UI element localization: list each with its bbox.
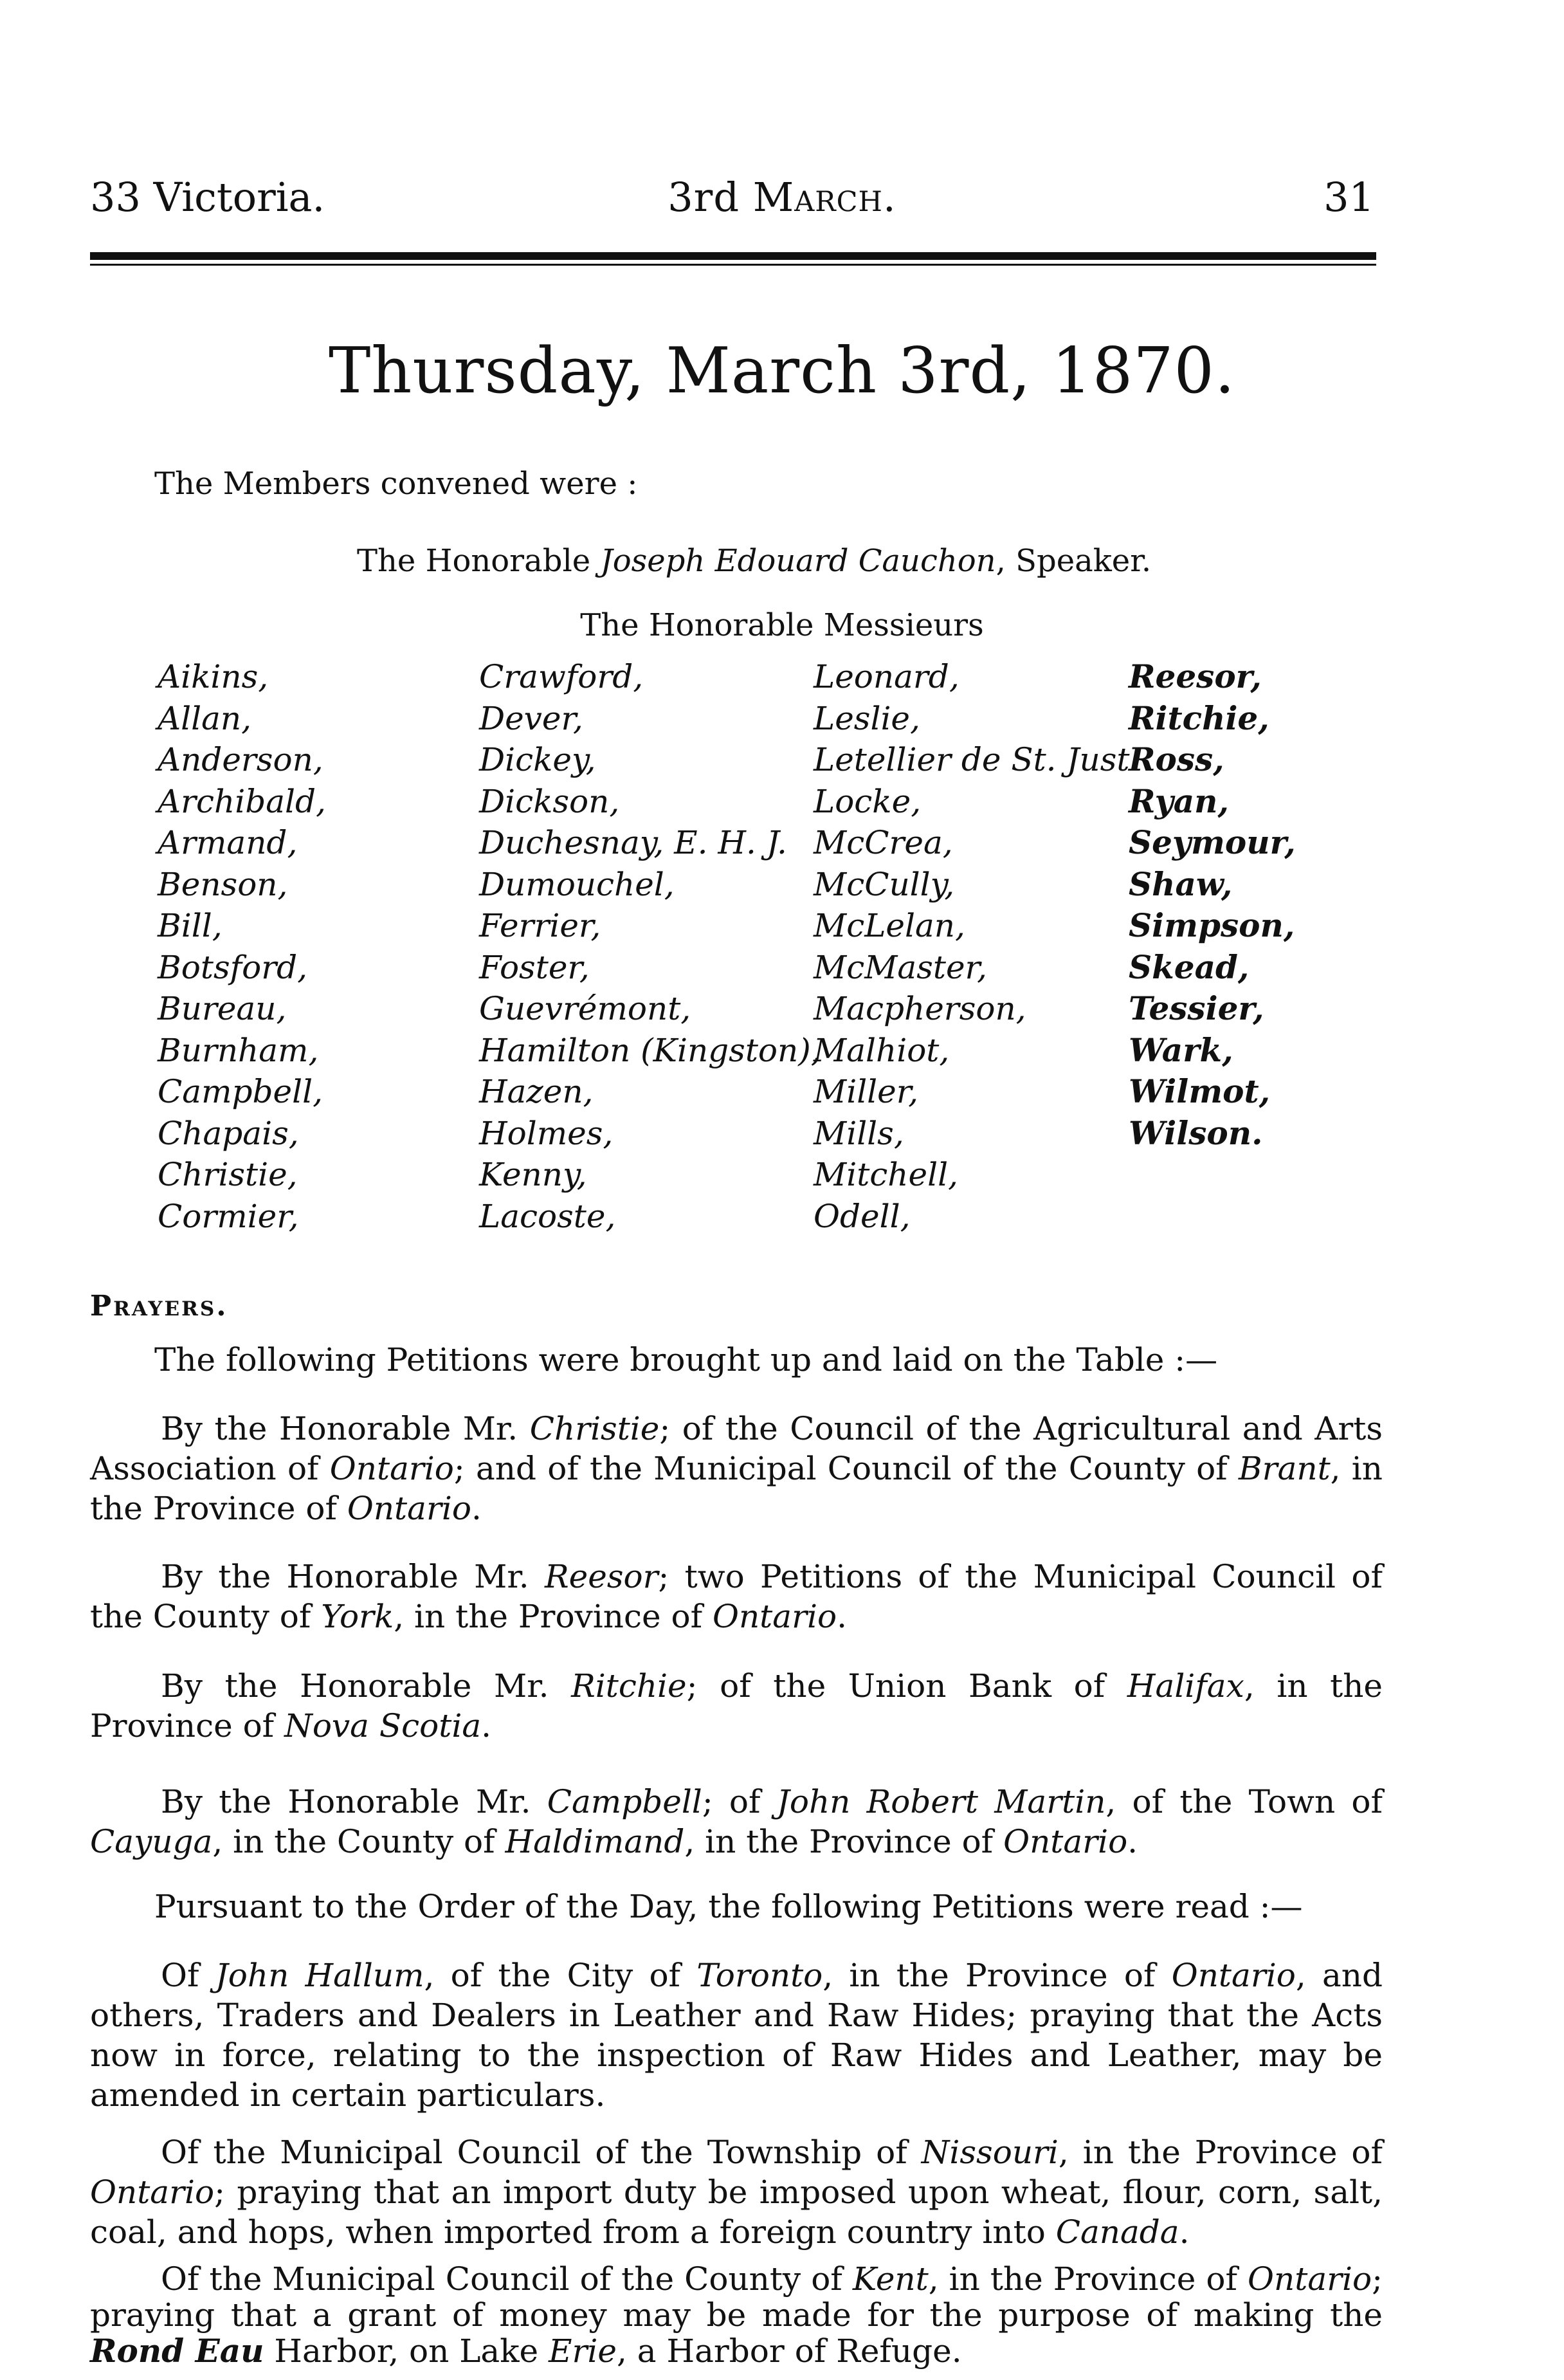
header-month: March.: [752, 174, 896, 221]
header-day: 3rd: [668, 174, 740, 221]
place-name: Cayuga: [90, 1823, 213, 1860]
speaker-prefix: The Honorable: [357, 543, 591, 579]
petition-text: ; of: [702, 1783, 777, 1820]
petition-text: , in the Province of: [90, 1450, 1383, 1527]
petition-text: , in the Province of: [90, 1667, 1383, 1744]
member-name: Seymour,: [1129, 823, 1296, 861]
members-intro: The Members convened were :: [154, 466, 638, 502]
member-name: McCully,: [814, 865, 955, 903]
member-name: Foster,: [479, 948, 590, 986]
petition-christie: [90, 1409, 1383, 1528]
member-name: Botsford,: [158, 948, 308, 986]
petition-text: , in the Province of: [394, 1598, 713, 1635]
petition-member: Ritchie: [571, 1667, 687, 1705]
member-name: Aikins,: [158, 658, 269, 695]
member-name: Dickey,: [479, 741, 596, 778]
petition-text: , of the Town of: [1105, 1783, 1383, 1820]
member-name: Ritchie,: [1129, 699, 1269, 737]
place-name: Rond Eau: [90, 2332, 264, 2370]
member-name: Holmes,: [479, 1114, 614, 1152]
members-column-3: [814, 656, 1129, 1237]
member-name: Miller,: [814, 1073, 919, 1110]
petition-text: By the Honorable Mr.: [161, 1783, 547, 1820]
member-name: Guevrémont,: [479, 990, 691, 1027]
order-of-day-intro: Pursuant to the Order of the Day, the following Petitions were read :—: [154, 1888, 1303, 1925]
member-name: Benson,: [158, 865, 288, 903]
members-column-2: [479, 656, 821, 1237]
petition-text: , in the Province of: [928, 2260, 1248, 2298]
place-name: York: [321, 1598, 394, 1635]
member-name: Macpherson,: [814, 990, 1026, 1027]
member-name: Ryan,: [1129, 782, 1229, 820]
member-name: McLelan,: [814, 907, 965, 944]
member-name: Malhiot,: [814, 1031, 950, 1069]
petition-reesor: [90, 1557, 1383, 1636]
place-name: Nissouri: [921, 2134, 1059, 2171]
member-name: Simpson,: [1129, 906, 1295, 944]
petition-ritchie: [90, 1666, 1383, 1746]
place-name: Haldimand: [505, 1823, 685, 1860]
member-name: Odell,: [814, 1197, 911, 1235]
member-name: Leonard,: [814, 658, 959, 695]
speaker-name: Joseph Edouard Cauchon: [600, 543, 996, 579]
members-column-1: [158, 656, 326, 1237]
member-name: Dumouchel,: [479, 865, 675, 903]
petition-text: By the Honorable Mr.: [161, 1667, 572, 1705]
member-name: Campbell,: [158, 1073, 323, 1110]
member-name: Wilmot,: [1129, 1072, 1271, 1110]
member-name: Wark,: [1129, 1030, 1233, 1069]
petition-hallum: [90, 1955, 1383, 2115]
member-name: Dever,: [479, 699, 583, 737]
members-column-4: [1129, 656, 1296, 1154]
petition-member: Campbell: [547, 1783, 702, 1820]
petition-text: ; and of the Municipal Council of the County of: [453, 1450, 1239, 1487]
petition-text: , a Harbor of Refuge.: [616, 2332, 962, 2370]
place-name: Nova Scotia: [284, 1707, 482, 1744]
petition-kent: [90, 2261, 1383, 2369]
place-name: Erie: [549, 2332, 617, 2370]
page-title: Thursday, March 3rd, 1870.: [328, 334, 1236, 408]
petition-member: Christie: [529, 1410, 660, 1447]
person-name: John Robert Martin: [776, 1783, 1106, 1820]
member-name: Hamilton (Kingston),: [479, 1031, 821, 1069]
petition-text: Of the Municipal Council of the County of: [161, 2260, 853, 2298]
prayers-heading: Prayers.: [90, 1290, 228, 1323]
place-name: Ontario: [329, 1450, 454, 1487]
place-name: Kent: [852, 2260, 929, 2298]
member-name: Duchesnay, E. H. J.: [479, 824, 787, 861]
member-name: Mitchell,: [814, 1156, 958, 1193]
petition-text: , of the City of: [424, 1957, 697, 1994]
petition-text: , in the County of: [212, 1823, 505, 1860]
member-name: Burnham,: [158, 1031, 319, 1069]
messieurs-heading: The Honorable Messieurs: [580, 607, 984, 643]
petition-text: ; two Petitions of the Municipal Council of the County of: [90, 1558, 1383, 1635]
member-name: Anderson,: [158, 741, 323, 778]
petition-text: .: [481, 1707, 492, 1744]
petition-text: .: [471, 1490, 482, 1527]
petition-text: By the Honorable Mr.: [161, 1410, 530, 1447]
member-name: Bureau,: [158, 990, 287, 1027]
petition-text: .: [1179, 2213, 1190, 2251]
member-name: Christie,: [158, 1156, 298, 1193]
petition-campbell: [90, 1782, 1383, 1862]
member-name: Crawford,: [479, 658, 644, 695]
petition-text: , and others, Traders and Dealers in Leather and Raw Hides; praying that the Acts now in force, relating to the inspection of Raw Hides and Leather, may be amended in certain particulars.: [90, 1957, 1383, 2114]
speaker-suffix: , Speaker.: [996, 543, 1152, 579]
place-name: Canada: [1055, 2213, 1179, 2251]
speaker-line: [357, 540, 1151, 581]
place-name: Ontario: [90, 2174, 215, 2211]
petition-text: , in the Province of: [823, 1957, 1172, 1994]
petition-text: Of the Municipal Council of the Township of: [161, 2134, 922, 2171]
member-name: Archibald,: [158, 782, 326, 820]
member-name: McMaster,: [814, 948, 987, 986]
member-name: Bill,: [158, 907, 223, 944]
petition-text: , in the Province of: [1058, 2134, 1383, 2171]
petition-text: .: [837, 1598, 847, 1635]
member-name: Locke,: [814, 782, 922, 820]
member-name: Cormier,: [158, 1197, 299, 1235]
petition-text: ; of the Union Bank of: [686, 1667, 1127, 1705]
place-name: Brant: [1238, 1450, 1331, 1487]
petition-text: , in the Province of: [684, 1823, 1004, 1860]
page-number: 31: [1323, 174, 1374, 221]
member-name: Dickson,: [479, 782, 620, 820]
petition-text: Of: [161, 1957, 215, 1994]
member-name: Ross,: [1129, 740, 1224, 778]
member-name: Wilson.: [1129, 1113, 1263, 1152]
petition-text: Harbor, on Lake: [264, 2332, 549, 2370]
petition-text: By the Honorable Mr.: [161, 1558, 545, 1595]
member-name: McCrea,: [814, 824, 953, 861]
member-name: Mills,: [814, 1114, 904, 1152]
petition-text: .: [1127, 1823, 1138, 1860]
petition-member: Reesor: [545, 1558, 659, 1595]
place-name: Toronto: [696, 1957, 823, 1994]
place-name: Ontario: [347, 1490, 471, 1527]
member-name: Skead,: [1129, 947, 1250, 986]
member-name: Armand,: [158, 824, 298, 861]
member-name: Letellier de St. Just: [814, 741, 1130, 778]
member-name: Reesor,: [1129, 657, 1262, 695]
member-name: Ferrier,: [479, 907, 601, 944]
member-name: Allan,: [158, 699, 251, 737]
petition-text: ; praying that a grant of money may be made for the purpose of making the: [90, 2260, 1383, 2334]
place-name: Ontario: [1248, 2260, 1372, 2298]
member-name: Kenny,: [479, 1156, 587, 1193]
running-header-left: 33 Victoria.: [90, 174, 325, 221]
member-name: Shaw,: [1129, 865, 1233, 903]
header-rule-thin: [90, 264, 1376, 266]
place-name: Ontario: [1171, 1957, 1296, 1994]
member-name: Lacoste,: [479, 1197, 616, 1235]
member-name: Chapais,: [158, 1114, 299, 1152]
person-name: John Hallum: [215, 1957, 424, 1994]
petition-text: ; praying that an import duty be imposed upon wheat, flour, corn, salt, coal, and hops, when imported from a foreign country into: [90, 2174, 1383, 2251]
member-name: Leslie,: [814, 699, 920, 737]
member-name: Tessier,: [1129, 989, 1264, 1027]
place-name: Ontario: [712, 1598, 837, 1635]
member-name: Hazen,: [479, 1073, 594, 1110]
petition-text: ; of the Council of the Agricultural and Arts Association of: [90, 1410, 1383, 1487]
place-name: Ontario: [1003, 1823, 1128, 1860]
petitions-intro: The following Petitions were brought up and laid on the Table :—: [154, 1341, 1218, 1378]
petition-nissouri: [90, 2132, 1383, 2252]
header-rule-thick: [90, 252, 1376, 260]
place-name: Halifax: [1127, 1667, 1244, 1705]
